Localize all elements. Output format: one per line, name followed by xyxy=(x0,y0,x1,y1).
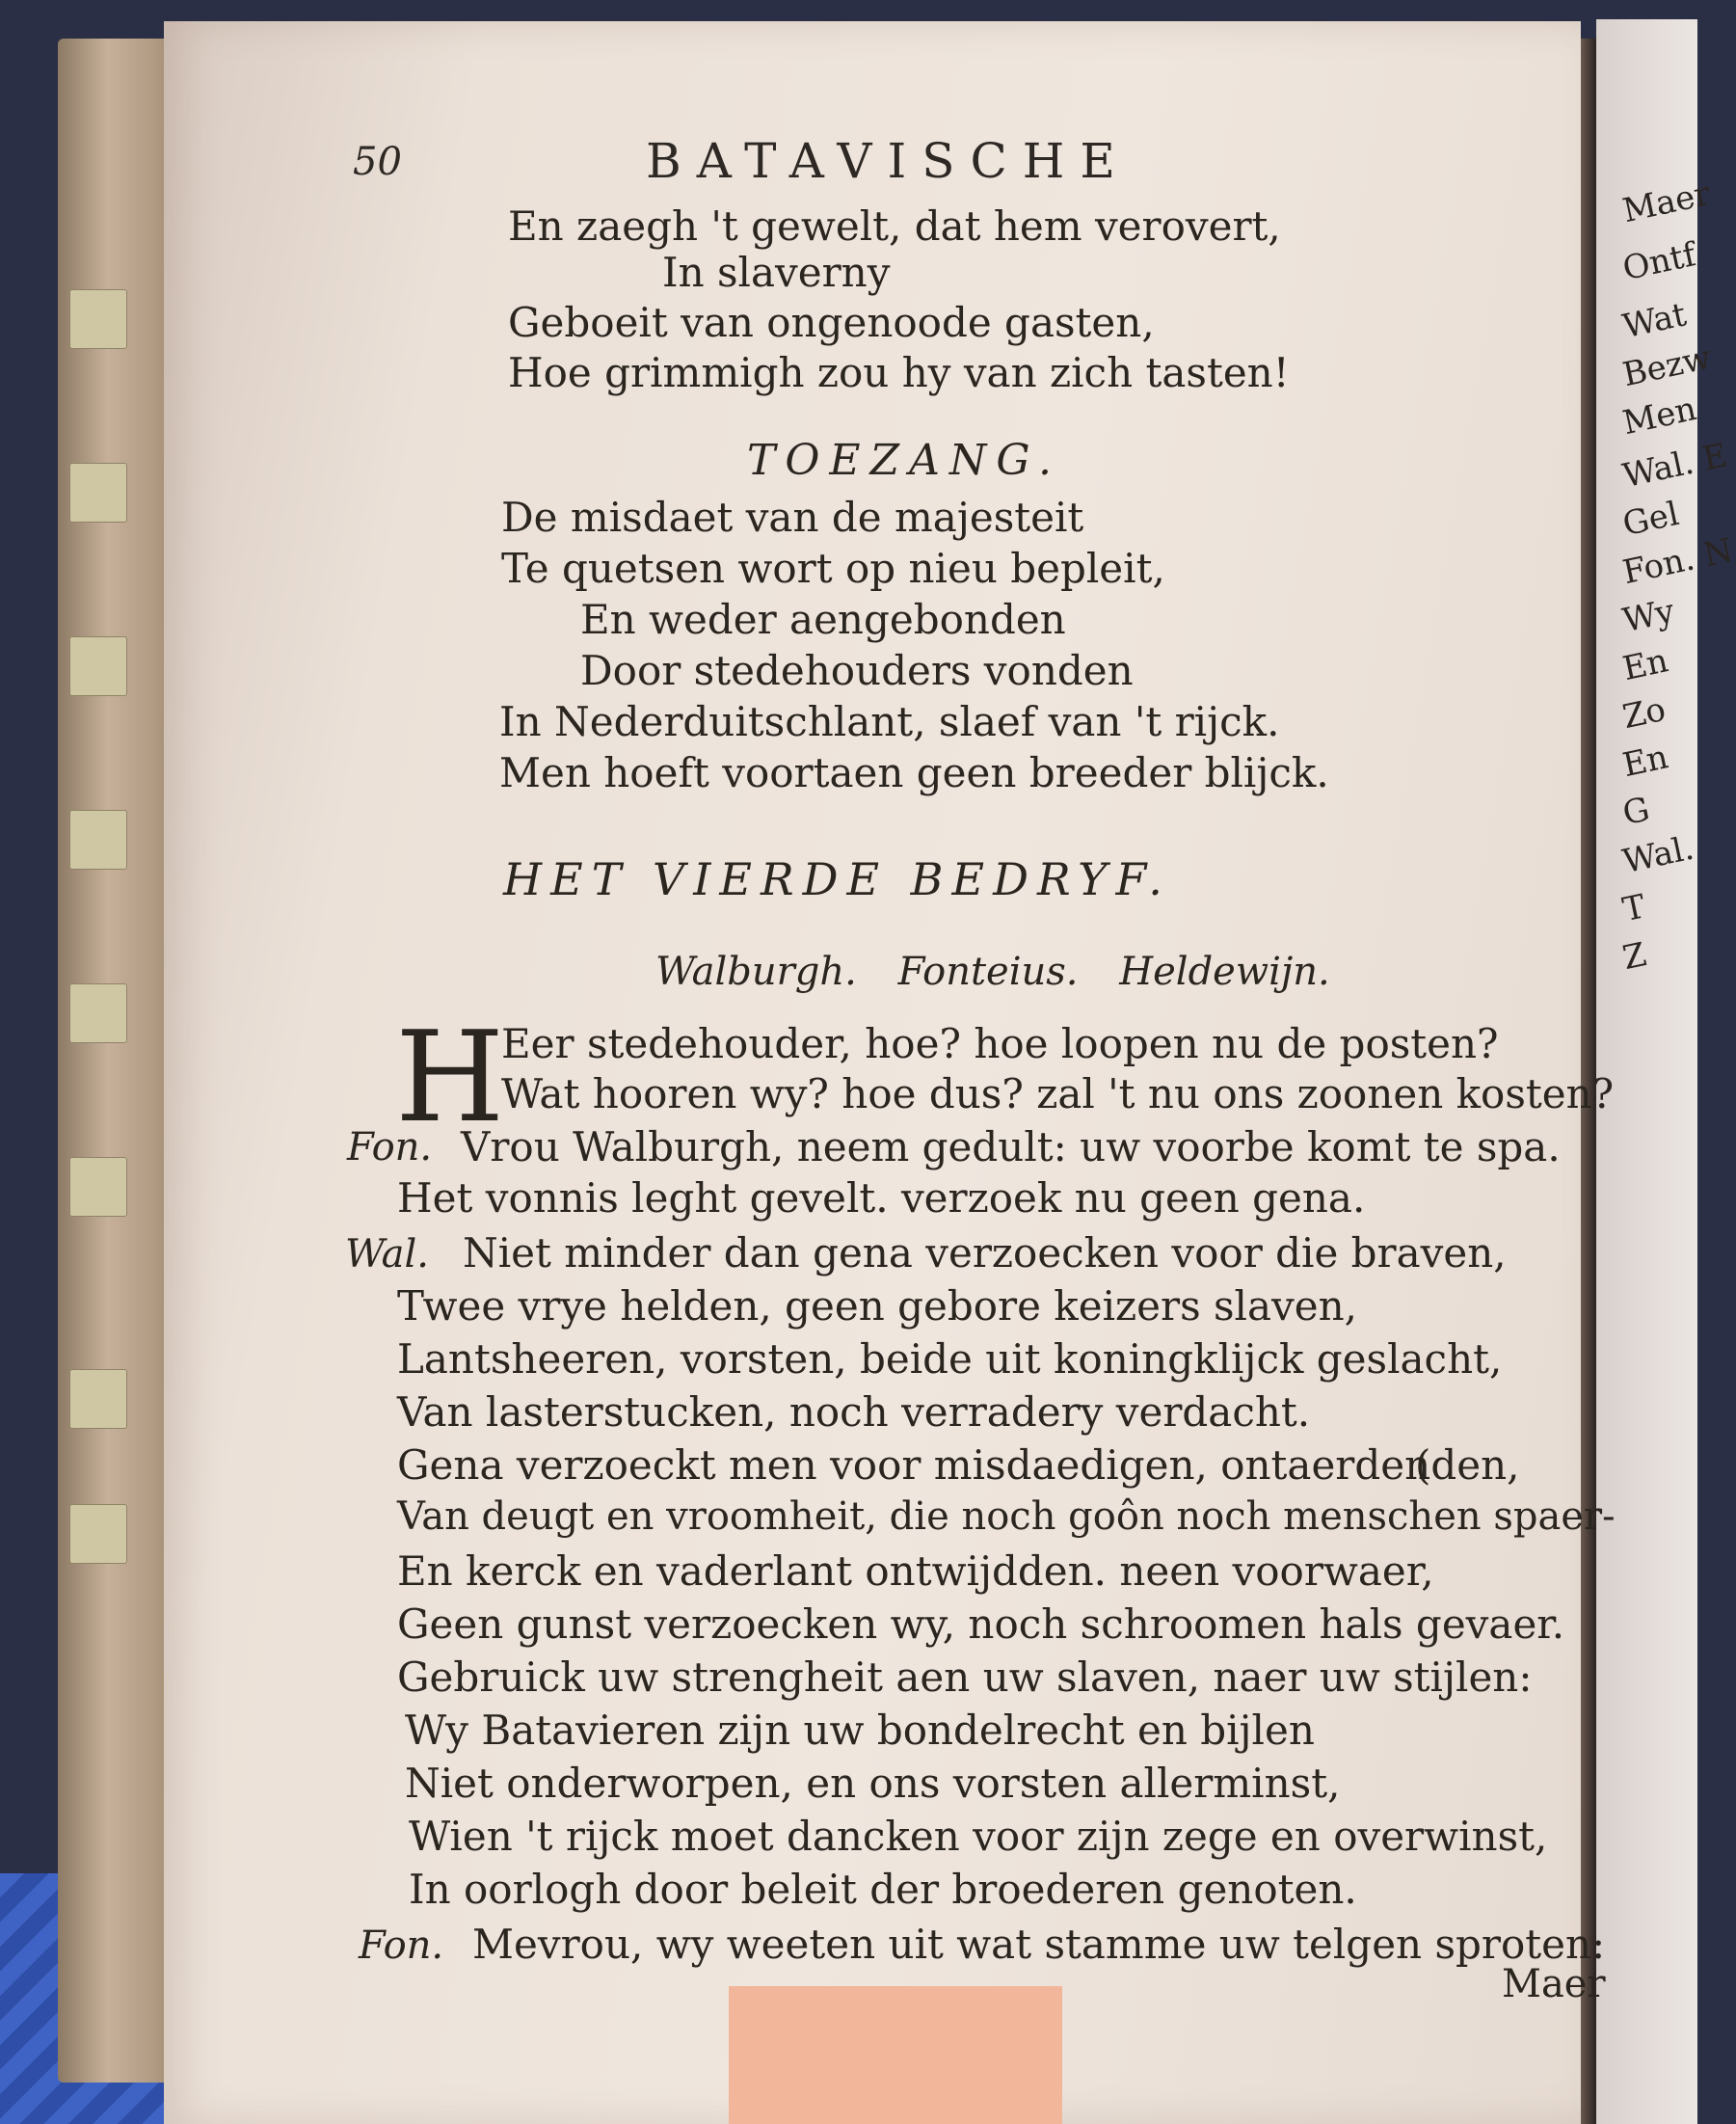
running-head: BATAVISCHE xyxy=(646,133,1131,189)
act-heading: HET VIERDE BEDRYF. xyxy=(503,853,1171,905)
paper-tab xyxy=(69,810,127,870)
page-number: 50 xyxy=(353,140,402,184)
verse-line: In Nederduitschlant, slaef van 't rijck. xyxy=(499,698,1280,745)
facing-line: G xyxy=(1619,790,1653,834)
facing-line: Gel xyxy=(1619,494,1683,545)
facing-line: Fon. N xyxy=(1619,530,1736,593)
drop-cap: H xyxy=(395,1004,505,1150)
catchword: Maer xyxy=(1502,1962,1606,2006)
verse-line: Gebruick uw strengheit aen uw slaven, naer uw stijlen: xyxy=(397,1653,1533,1701)
speaker-label: Fon. xyxy=(359,1923,444,1968)
facing-line: En xyxy=(1619,738,1672,786)
dramatis-personae: Walburgh. Fonteius. Heldewijn. xyxy=(655,950,1330,994)
verse-line: Van lasterstucken, noch verradery verdacht. xyxy=(397,1388,1311,1436)
paper-tab xyxy=(69,289,127,349)
facing-line: Ontf xyxy=(1619,235,1699,289)
paper-tab xyxy=(69,1369,127,1429)
verse-turnover: (den, xyxy=(1415,1441,1520,1489)
paper-slip xyxy=(729,1986,1062,2124)
verse-line: In oorlogh door beleit der broederen genoten. xyxy=(409,1866,1357,1913)
facing-line: Men xyxy=(1619,390,1700,444)
facing-line: Wy xyxy=(1619,591,1678,641)
verse-line: De misdaet van de majesteit xyxy=(501,494,1084,541)
verse-line: Wy Batavieren zijn uw bondelrecht en bijlen xyxy=(405,1707,1315,1754)
facing-line: Maer xyxy=(1619,174,1714,231)
verse-line: En weder aengebonden xyxy=(580,596,1066,643)
section-heading: TOEZANG. xyxy=(747,436,1061,485)
paper-tab xyxy=(69,463,127,523)
facing-line: Bezw xyxy=(1619,337,1715,395)
verse-line: Eer stedehouder, hoe? hoe loopen nu de posten? xyxy=(501,1020,1499,1067)
facing-line: Wal. xyxy=(1619,828,1697,882)
facing-line: Zo xyxy=(1619,689,1669,738)
verse-line: Geboeit van ongenoode gasten, xyxy=(508,299,1155,346)
speaker-label: Wal. xyxy=(345,1232,429,1277)
verse-line: Mevrou, wy weeten uit wat stamme uw telgen sproten: xyxy=(472,1921,1606,1968)
verse-line: Te quetsen wort op nieu bepleit, xyxy=(501,545,1165,592)
speaker-label: Fon. xyxy=(347,1125,433,1170)
verse-line: Niet onderworpen, en ons vorsten allerminst, xyxy=(405,1760,1341,1807)
verse-line: Van deugt en vroomheit, die noch goôn noch menschen spaer- xyxy=(397,1494,1616,1539)
verse-line: En zaegh 't gewelt, dat hem verovert, xyxy=(508,202,1281,250)
verse-line: Wien 't rijck moet dancken voor zijn zege en overwinst, xyxy=(409,1813,1548,1860)
verse-line: En kerck en vaderlant ontwijdden. neen voorwaer, xyxy=(397,1547,1434,1595)
facing-line: Wal. E xyxy=(1619,436,1731,497)
verse-line: Lantsheeren, vorsten, beide uit koningklijck geslacht, xyxy=(397,1335,1503,1383)
verse-line: Wat hooren wy? hoe dus? zal 't nu ons zoonen kosten? xyxy=(501,1070,1615,1117)
verse-line: Niet minder dan gena verzoecken voor die braven, xyxy=(463,1229,1507,1277)
verse-line: Hoe grimmigh zou hy van zich tasten! xyxy=(508,349,1290,396)
facing-line: T xyxy=(1619,887,1649,930)
verse-line: Vrou Walburgh, neem gedult: uw voorbe komt te spa. xyxy=(461,1123,1561,1170)
verse-line: Men hoeft voortaen geen breeder blijck. xyxy=(499,749,1329,796)
paper-tab xyxy=(69,1504,127,1564)
facing-line: Wat xyxy=(1619,295,1690,347)
verse-line: Twee vrye helden, geen gebore keizers slaven, xyxy=(397,1282,1358,1330)
facing-line: En xyxy=(1619,641,1672,689)
facing-line: Z xyxy=(1619,935,1650,979)
paper-tab xyxy=(69,1157,127,1217)
verse-line: Het vonnis leght gevelt. verzoek nu geen gena. xyxy=(397,1174,1366,1222)
verse-line: Geen gunst verzoecken wy, noch schroomen hals gevaer. xyxy=(397,1600,1565,1648)
verse-line: Door stedehouders vonden xyxy=(580,647,1134,694)
verse-line: Gena verzoeckt men voor misdaedigen, ontaerden xyxy=(397,1441,1431,1489)
paper-tab xyxy=(69,983,127,1043)
verse-line: In slaverny xyxy=(662,249,891,296)
paper-tab xyxy=(69,636,127,696)
